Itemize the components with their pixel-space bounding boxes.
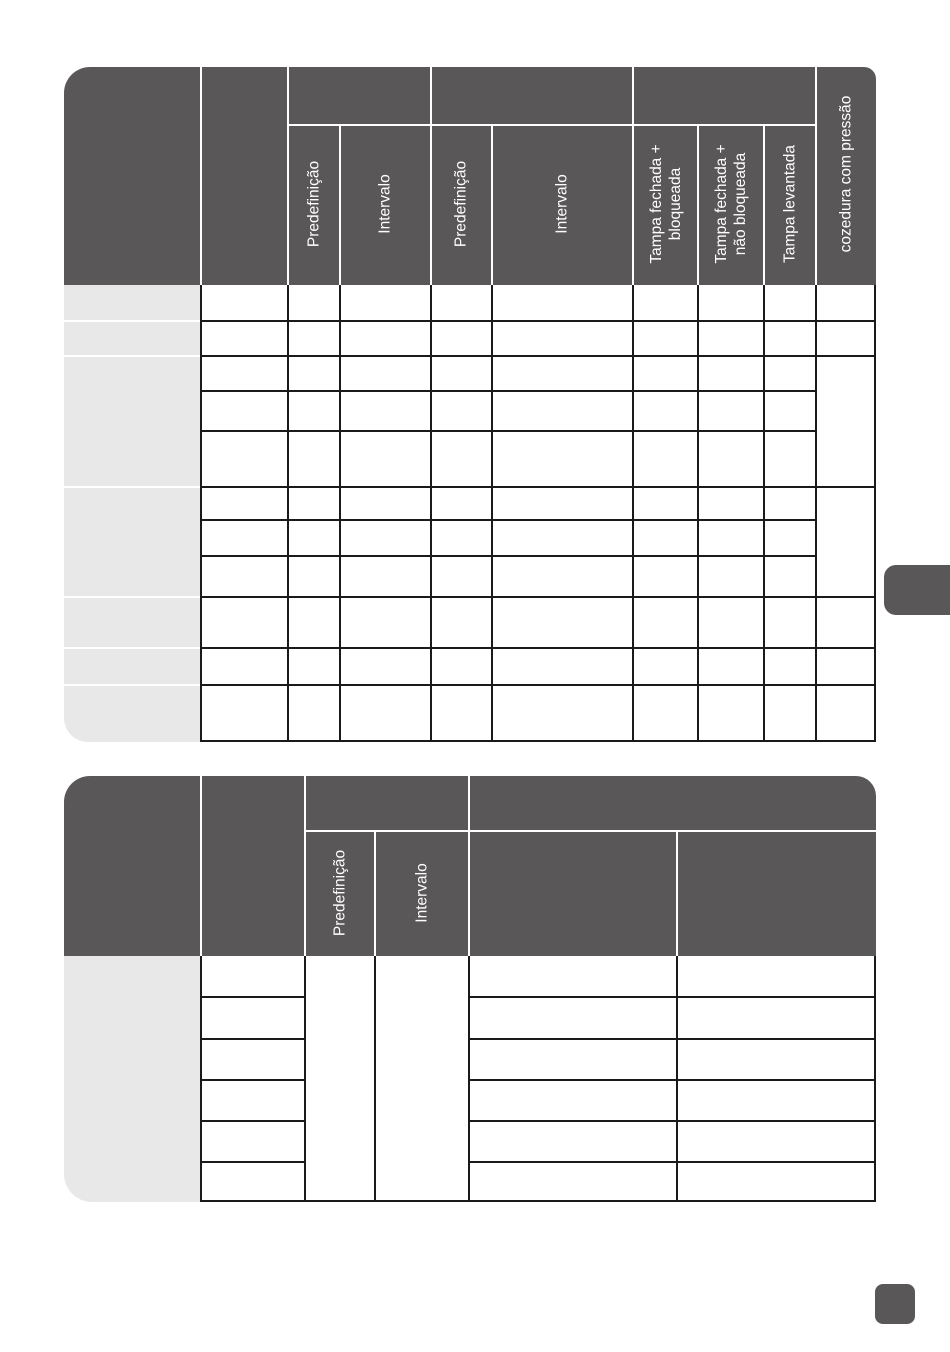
table2-header-predefinicao: Predefinição: [331, 849, 349, 937]
table1-header-predefinicao-2: Predefinição: [452, 160, 470, 248]
table1-header-tampa-fechada-nao-bloqueada: Tampa fechada + não bloqueada: [713, 144, 749, 264]
table2-label-column: [64, 956, 201, 1202]
table2-header: [64, 776, 876, 956]
table1-header-tampa-levantada: Tampa levantada: [781, 144, 799, 264]
table2-header-intervalo: Intervalo: [413, 863, 431, 923]
table1-header-intervalo-2: Intervalo: [553, 174, 571, 234]
page-number-marker: [875, 1284, 915, 1324]
table1-header-intervalo-1: Intervalo: [376, 174, 394, 234]
table1-header-tampa-fechada-bloqueada: Tampa fechada + bloqueada: [648, 144, 684, 264]
table1-header-predefinicao-1: Predefinição: [305, 160, 323, 248]
section-tab: [884, 565, 950, 615]
table1-label-column: [64, 285, 201, 742]
table1-header-cozedura-com-pressao: cozedura com pressão: [837, 95, 855, 253]
